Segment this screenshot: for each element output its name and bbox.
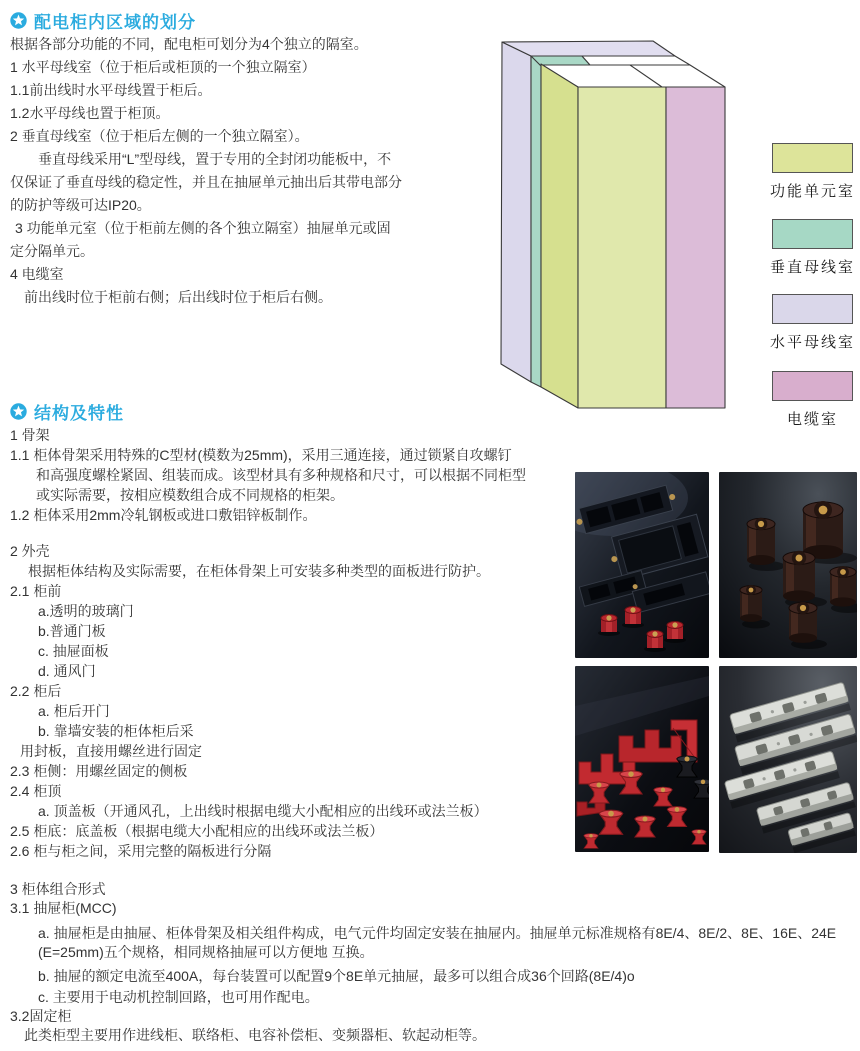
text-line: 1 水平母线室（位于柜后或柜顶的一个独立隔室） (10, 59, 316, 75)
vertical-busbar-left-stripe (531, 56, 541, 387)
legend-swatch (772, 219, 853, 249)
text-line: 定分隔单元。 (10, 243, 94, 259)
horizontal-busbar-top-face (502, 41, 675, 56)
legend-label: 电缆室 (786, 411, 838, 428)
top-divider-line (630, 65, 662, 87)
text-line: d. 通风门 (38, 663, 96, 679)
star-badge-icon (10, 12, 27, 29)
legend-swatch (772, 371, 853, 401)
top-white-face (540, 65, 725, 87)
text-line: 前出线时位于柜前右侧；后出线时位于柜后右侧。 (24, 289, 332, 305)
section1-title: 配电柜内区域的划分 (34, 13, 196, 32)
horizontal-busbar-left-face (501, 42, 531, 382)
functional-unit-front-face (578, 87, 666, 408)
text-line: 和高强度螺栓紧固、组装而成。该型材具有多种规格和尺寸，可以根据不同柜型 (36, 467, 526, 483)
text-line: 2.1 柜前 (10, 583, 62, 599)
legend-label: 垂直母线室 (769, 259, 855, 276)
white-busbar-holder-frames-photo (719, 666, 857, 853)
text-line: 的防护等级可达IP20。 (10, 197, 151, 213)
text-line: 3 功能单元室（位于柜前左侧的各个独立隔室）抽屉单元或固 (15, 220, 391, 236)
text-line: 1 骨架 (10, 427, 50, 443)
text-line: 垂直母线采用“L”型母线，置于专用的全封闭功能板中，不 (38, 151, 392, 167)
text-line: 或实际需要，按相应模数组合成不同规格的柜架。 (36, 487, 344, 503)
text-line: a.透明的玻璃门 (38, 603, 134, 619)
cylindrical-standoff-insulators-photo (719, 472, 857, 658)
text-line: b. 抽屉的额定电流至400A，每台装置可以配置9个8E单元抽屉，最多可以组合成36个回路(8E/4)o (38, 968, 635, 984)
cable-room-front-face (666, 87, 725, 408)
text-line: 1.2 柜体采用2mm冷轧钢板或进口敷铝锌板制作。 (10, 507, 317, 523)
text-line: (E=25mm)五个规格，相同规格抽屉可以方便地 互换。 (38, 944, 374, 960)
star-badge-icon (10, 403, 27, 420)
text-line: 仅保证了垂直母线的稳定性，并且在抽屉单元抽出后其带电部分 (10, 174, 402, 190)
section2-title: 结构及特性 (34, 404, 124, 423)
text-line: 2 外壳 (10, 543, 50, 559)
text-line: 2.4 柜顶 (10, 783, 62, 799)
legend-item (752, 143, 860, 201)
text-line: 2.6 柜与柜之间，采用完整的隔板进行分隔 (10, 843, 272, 859)
text-line: 2.3 柜侧：用螺丝固定的侧板 (10, 763, 188, 779)
legend-swatch (772, 294, 853, 324)
busbar-clamp-and-red-insulator-photo (575, 472, 709, 658)
section2-body (10, 425, 575, 861)
vertical-busbar-top-face (531, 56, 590, 65)
legend-label: 水平母线室 (769, 334, 855, 351)
text-line: 3.1 抽屉柜(MCC) (10, 900, 117, 916)
section1-header (10, 8, 196, 33)
text-line: a. 顶盖板（开通风孔，上出线时根据电缆大小配相应的出线环或法兰板） (38, 803, 488, 819)
text-line: 根据各部分功能的不同，配电柜可划分为4个独立的隔室。 (10, 36, 368, 52)
text-line: b.普通门板 (38, 623, 106, 639)
text-line: 2.2 柜后 (10, 683, 62, 699)
text-line: 1.1 柜体骨架采用特殊的C型材(模数为25mm)，采用三通连接，通过锁紧自攻螺钉 (10, 447, 512, 463)
text-line: 3 柜体组合形式 (10, 881, 106, 897)
text-line: b. 靠墙安装的柜体柜后采 (38, 723, 194, 739)
text-line: 1.1前出线时水平母线置于柜后。 (10, 82, 212, 98)
text-line: 根据柜体结构及实际需要，在柜体骨架上可安装多种类型的面板进行防护。 (28, 563, 490, 579)
red-busbar-supports-and-spool-insulators-photo (575, 666, 709, 852)
text-line: a. 抽屉柜是由抽屉、柜体骨架及相关组件构成，电气元件均固定安装在抽屉内。抽屉单元标准规格有8E/4、8E/2、8E、16E、24E (38, 925, 837, 941)
text-line: c. 抽屉面板 (38, 643, 109, 659)
section3-body (10, 880, 858, 1045)
legend-swatch (772, 143, 853, 173)
section2-header (10, 399, 124, 424)
legend-item (752, 294, 860, 352)
text-line: a. 柜后开门 (38, 703, 110, 719)
text-line: 2 垂直母线室（位于柜后左侧的一个独立隔室）。 (10, 128, 309, 144)
functional-unit-side-face (541, 64, 578, 408)
text-line: 2.5 柜底：底盖板（根据电缆大小配相应的出线环或法兰板） (10, 823, 384, 839)
legend-item (752, 219, 860, 277)
text-line: 1.2水平母线也置于柜顶。 (10, 105, 170, 121)
text-line: 3.2固定柜 (10, 1008, 72, 1024)
section1-body (10, 33, 505, 309)
legend-label: 功能单元室 (769, 183, 855, 200)
text-line: 4 电缆室 (10, 266, 64, 282)
text-line: c. 主要用于电动机控制回路，也可用作配电。 (38, 989, 319, 1005)
text-line: 用封板，直接用螺丝进行固定 (20, 743, 202, 759)
top-white-strip (582, 56, 690, 65)
text-line: 此类柜型主要用作进线柜、联络柜、电容补偿柜、变频器柜、软起动柜等。 (24, 1027, 486, 1043)
legend-item (752, 371, 860, 429)
